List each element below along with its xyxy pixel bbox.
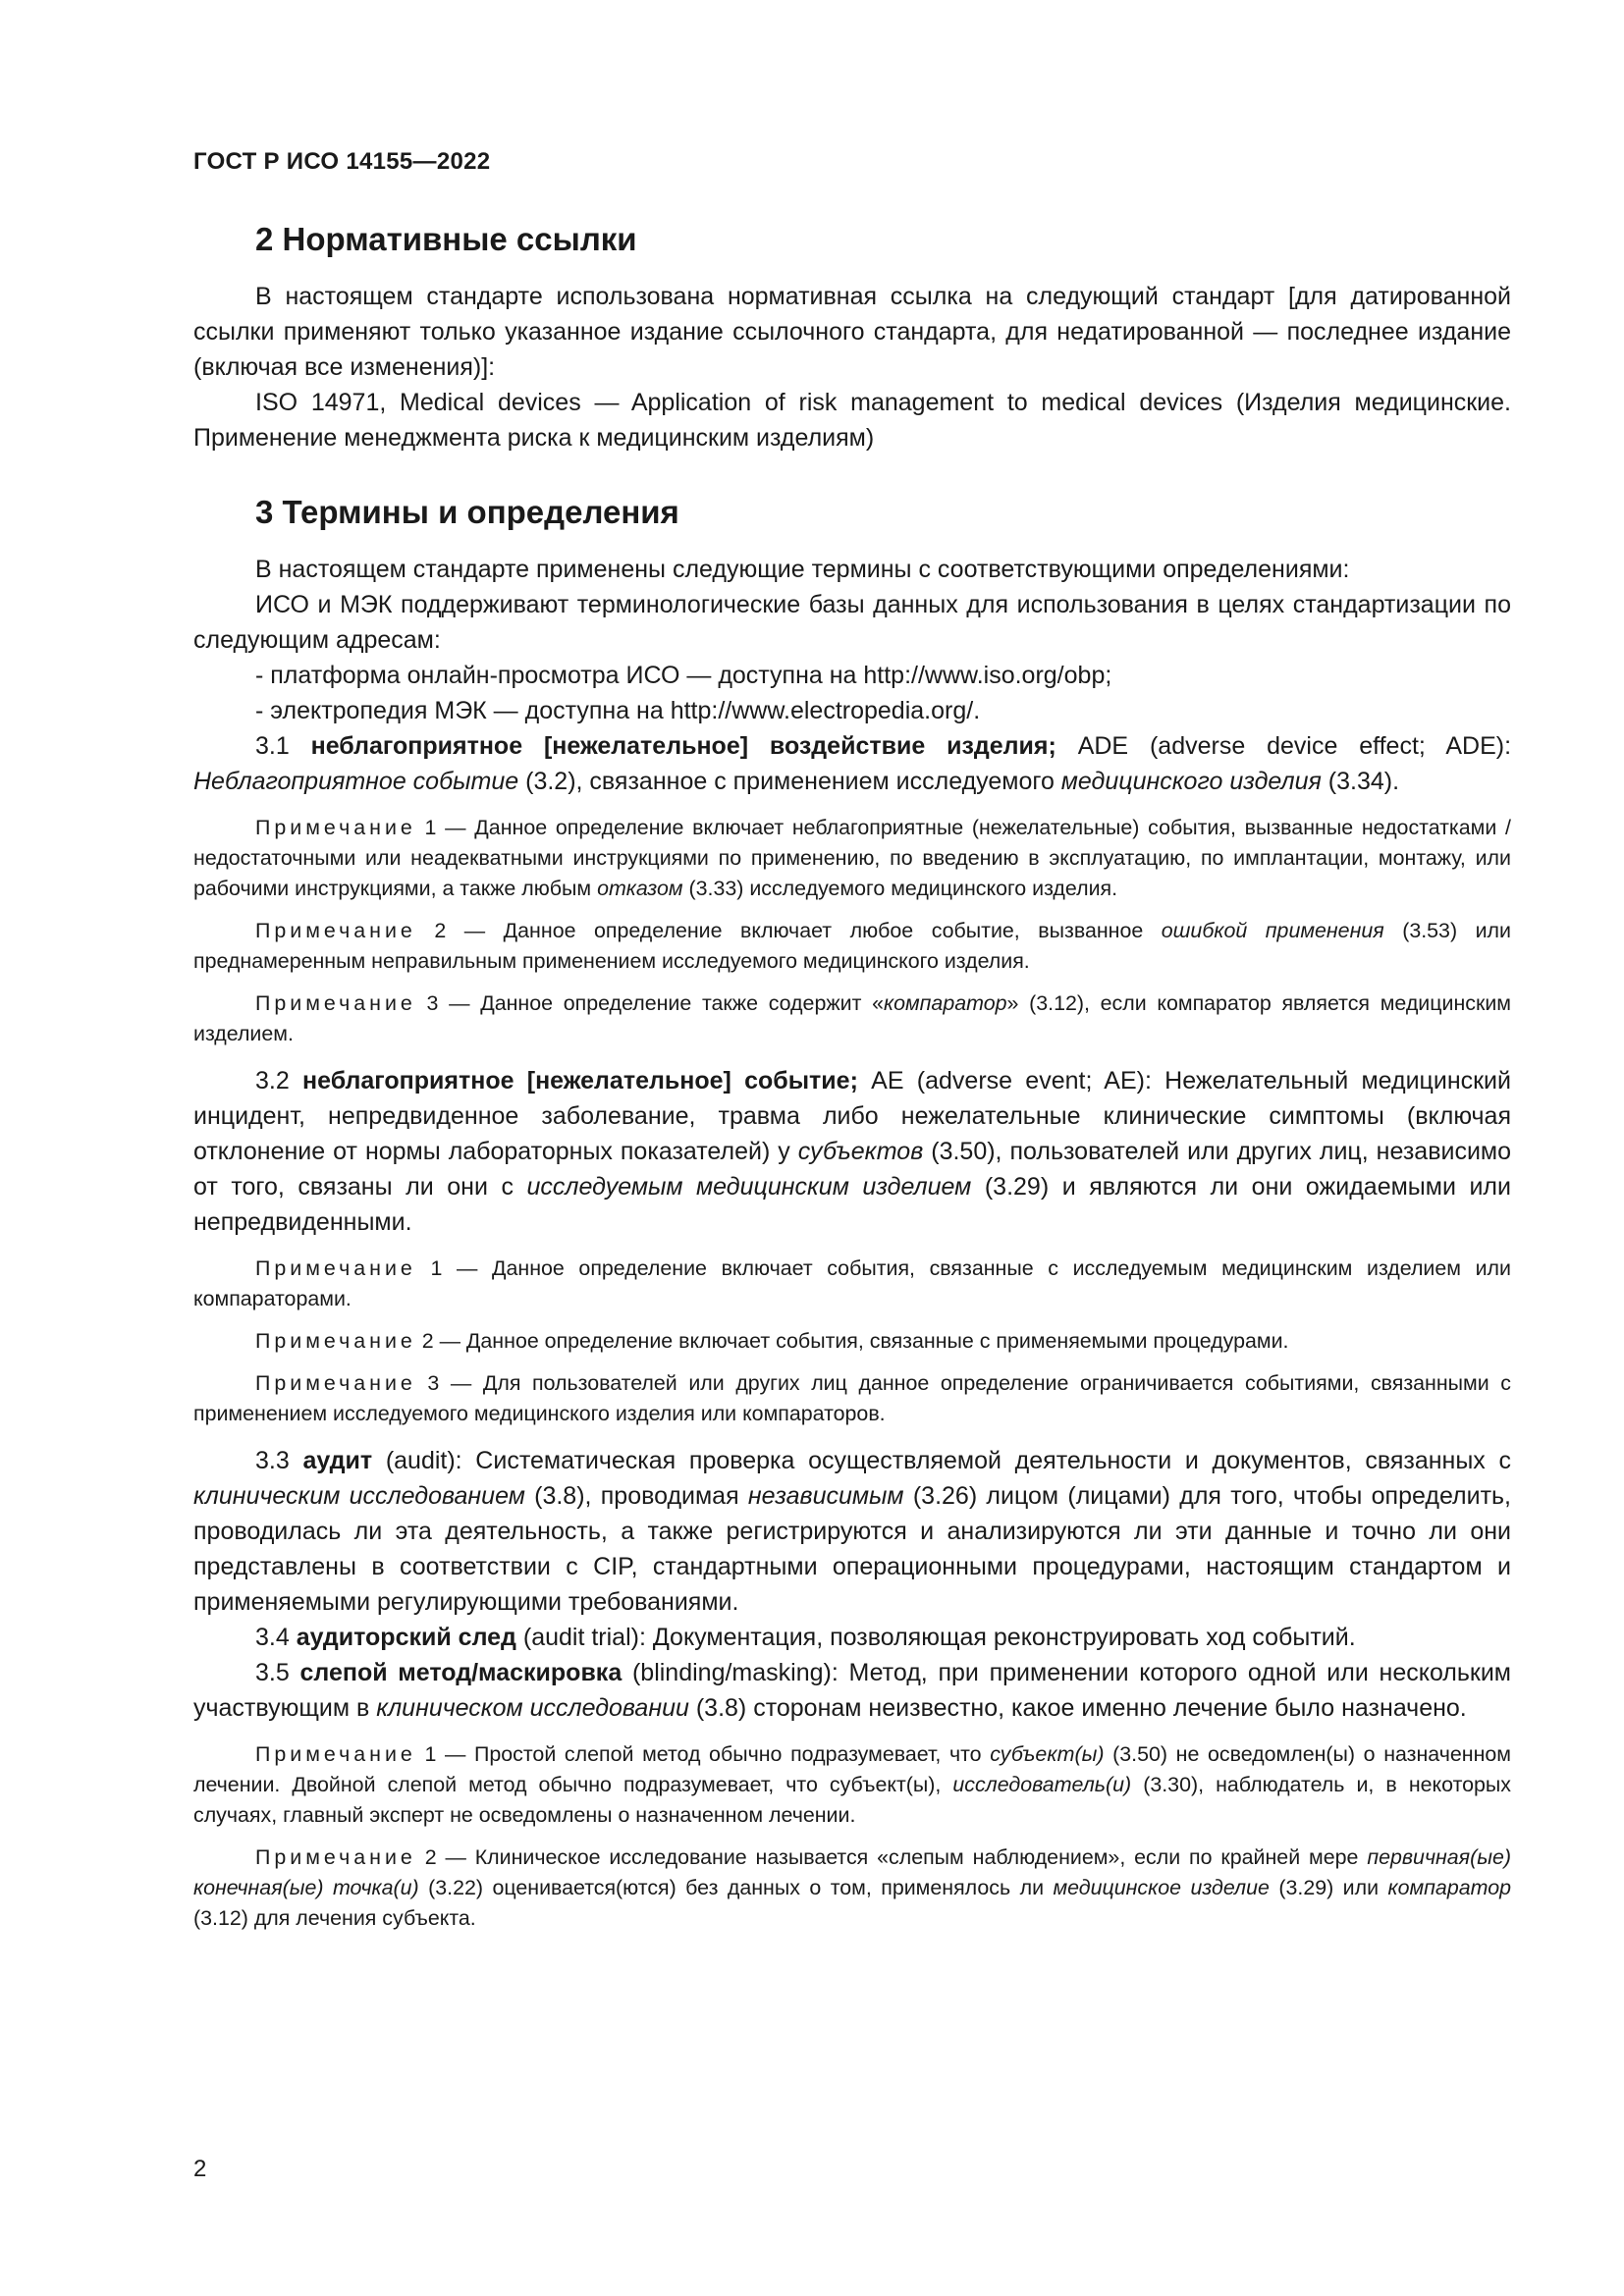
- term-reference: субъектов: [797, 1138, 924, 1165]
- term-reference: Неблагоприятное событие: [193, 768, 519, 795]
- note-label: Примечание: [255, 1742, 416, 1766]
- note-text: 3 — Для пользователей или других лиц данное определение ограничивается событиями, связанными с применением исследуемого медицинского изделия или компараторов.: [193, 1371, 1511, 1425]
- term-reference: первичная(ые) конечная(ые) точка(и): [193, 1845, 1511, 1899]
- page-content: [193, 218, 1511, 1934]
- term-3-4: [193, 1620, 1511, 1655]
- note-text: » (3.12), если компаратор является медицинским изделием.: [193, 991, 1511, 1045]
- term-reference: независимым: [747, 1482, 904, 1510]
- note-text: 3 — Данное определение также содержит «: [415, 991, 884, 1015]
- definition-text: (3.8) сторонам неизвестно, какое именно лечение было назначено.: [688, 1694, 1467, 1722]
- definition-text: (blinding/masking): Метод, при применении которого одной или нескольким участвующим в: [193, 1659, 1511, 1722]
- term-reference: компаратор: [1387, 1876, 1511, 1899]
- term-reference: исследуемым медицинским изделием: [526, 1173, 972, 1201]
- term-reference: ошибкой применения: [1161, 919, 1384, 942]
- note-text: (3.33) исследуемого медицинского изделия.: [682, 877, 1118, 900]
- note-label: Примечание: [255, 816, 416, 839]
- term-reference: отказом: [597, 877, 683, 900]
- note-3-2-3: [193, 1368, 1511, 1429]
- definition-text: (3.50), пользователей или других лиц, независимо от того, связаны ли они с: [193, 1138, 1511, 1201]
- term-number: 3.1: [255, 732, 311, 760]
- section-3-intro: В настоящем стандарте применены следующие термины с соответствующими определениями:: [255, 556, 1350, 583]
- note-text: (3.12) для лечения субъекта.: [193, 1906, 476, 1930]
- note-3-5-2: [193, 1842, 1511, 1934]
- note-label: Примечание: [255, 991, 416, 1015]
- term-title: аудиторский след: [296, 1624, 516, 1651]
- term-number: 3.4: [255, 1624, 297, 1651]
- list-item: - платформа онлайн-просмотра ИСО — доступна на http://www.iso.org/obp;: [255, 662, 1112, 689]
- note-text: 1 — Данное определение включает неблагоприятные (нежелательные) события, вызванные недостатками / недостаточными или неадекватными инструкциями по применению, по введению в эксплуатацию, по имплантации, монтажу, или рабочими инструкциями, а также любым: [193, 816, 1511, 900]
- normative-reference: ISO 14971, Medical devices — Application of risk management to medical devices (Изделия медицинские. Применение менеджмента риска к медицинским изделиям): [193, 389, 1511, 452]
- term-title: неблагоприятное [нежелательное] воздействие изделия;: [310, 732, 1056, 760]
- note-3-2-2: [193, 1326, 1511, 1357]
- note-text: 2 — Данное определение включает события, связанные с применяемыми процедурами.: [415, 1329, 1289, 1353]
- note-text: (3.53) или преднамеренным неправильным применением исследуемого медицинского изделия.: [193, 919, 1511, 973]
- term-reference: субъект(ы): [990, 1742, 1105, 1766]
- definition-text: (3.8), проводимая: [524, 1482, 748, 1510]
- section-2-heading: 2 Нормативные ссылки: [255, 221, 637, 257]
- definition-text: (3.26) лицом (лицами) для того, чтобы определить, проводилась ли эта деятельность, а также регистрируются и анализируются ли эти данные и точно ли они представлены в соответствии с CIP, стандартными операционными процедурами, настоящим стандартом и применяемыми регулирующими требованиями.: [193, 1482, 1511, 1616]
- term-number: 3.3: [255, 1447, 303, 1474]
- term-3-5: [193, 1655, 1511, 1726]
- note-3-1-1: [193, 813, 1511, 904]
- note-text: 1 — Данное определение включает события, связанные с исследуемым медицинским изделием или компараторами.: [193, 1256, 1511, 1310]
- term-reference: исследователь(и): [952, 1773, 1132, 1796]
- list-item: - электропедия МЭК — доступна на http://www.electropedia.org/.: [255, 697, 981, 724]
- term-reference: клиническим исследованием: [193, 1482, 525, 1510]
- note-text: 1 — Простой слепой метод обычно подразумевает, что: [415, 1742, 991, 1766]
- note-text: (3.29) или: [1269, 1876, 1388, 1899]
- term-number: 3.2: [255, 1067, 303, 1095]
- definition-text: AE (adverse event; AE): Нежелательный медицинский инцидент, непредвиденное заболевание, травма либо нежелательные клинические симптомы (включая отклонение от нормы лабораторных показателей) у: [193, 1067, 1511, 1165]
- note-label: Примечание: [255, 1371, 416, 1395]
- term-title: аудит: [302, 1447, 373, 1474]
- page-number: 2: [193, 2156, 207, 2182]
- note-3-5-1: [193, 1739, 1511, 1831]
- definition-text: ADE (adverse device effect; ADE):: [1056, 732, 1512, 760]
- term-title: слепой метод/маскировка: [299, 1659, 623, 1686]
- note-3-2-1: [193, 1254, 1511, 1314]
- note-label: Примечание: [255, 1845, 416, 1869]
- definition-text: (3.34).: [1321, 768, 1400, 795]
- note-text: (3.22) оценивается(ются) без данных о том, применялось ли: [418, 1876, 1054, 1899]
- section-2-paragraph: В настоящем стандарте использована нормативная ссылка на следующий стандарт [для датированной ссылки применяют только указанное издание ссылочного стандарта, для недатированной — последнее издание (включая все изменения)]:: [193, 283, 1511, 381]
- note-label: Примечание: [255, 1256, 416, 1280]
- term-title: неблагоприятное [нежелательное] событие;: [302, 1067, 858, 1095]
- section-3-databases: ИСО и МЭК поддерживают терминологические базы данных для использования в целях стандартизации по следующим адресам:: [193, 591, 1511, 654]
- term-3-2: [193, 1063, 1511, 1240]
- term-3-1: [193, 728, 1511, 799]
- term-number: 3.5: [255, 1659, 300, 1686]
- section-3-heading: 3 Термины и определения: [255, 494, 679, 530]
- definition-text: (3.29) и являются ли они ожидаемыми или непредвиденными.: [193, 1173, 1511, 1236]
- note-text: (3.50) не осведомлен(ы) о назначенном лечении. Двойной слепой метод обычно подразумевает, что субъект(ы),: [193, 1742, 1511, 1796]
- term-reference: медицинское изделие: [1053, 1876, 1270, 1899]
- note-3-1-2: [193, 916, 1511, 977]
- definition-text: (3.2), связанное с применением исследуемого: [518, 768, 1061, 795]
- term-3-3: [193, 1443, 1511, 1620]
- term-reference: клиническом исследовании: [376, 1694, 689, 1722]
- note-text: (3.30), наблюдатель и, в некоторых случаях, главный эксперт не осведомлены о назначенном лечении.: [193, 1773, 1511, 1827]
- definition-text: (audit): Систематическая проверка осуществляемой деятельности и документов, связанных с: [372, 1447, 1511, 1474]
- note-label: Примечание: [255, 919, 416, 942]
- definition-text: (audit trial): Документация, позволяющая реконструировать ход событий.: [515, 1624, 1356, 1651]
- note-text: 2 — Данное определение включает любое событие, вызванное: [415, 919, 1162, 942]
- term-reference: компаратор: [884, 991, 1007, 1015]
- running-title: ГОСТ Р ИСО 14155—2022: [193, 148, 491, 175]
- note-label: Примечание: [255, 1329, 416, 1353]
- note-3-1-3: [193, 988, 1511, 1049]
- note-text: 2 — Клиническое исследование называется «слепым наблюдением», если по крайней мере: [415, 1845, 1368, 1869]
- term-reference: медицинского изделия: [1060, 768, 1322, 795]
